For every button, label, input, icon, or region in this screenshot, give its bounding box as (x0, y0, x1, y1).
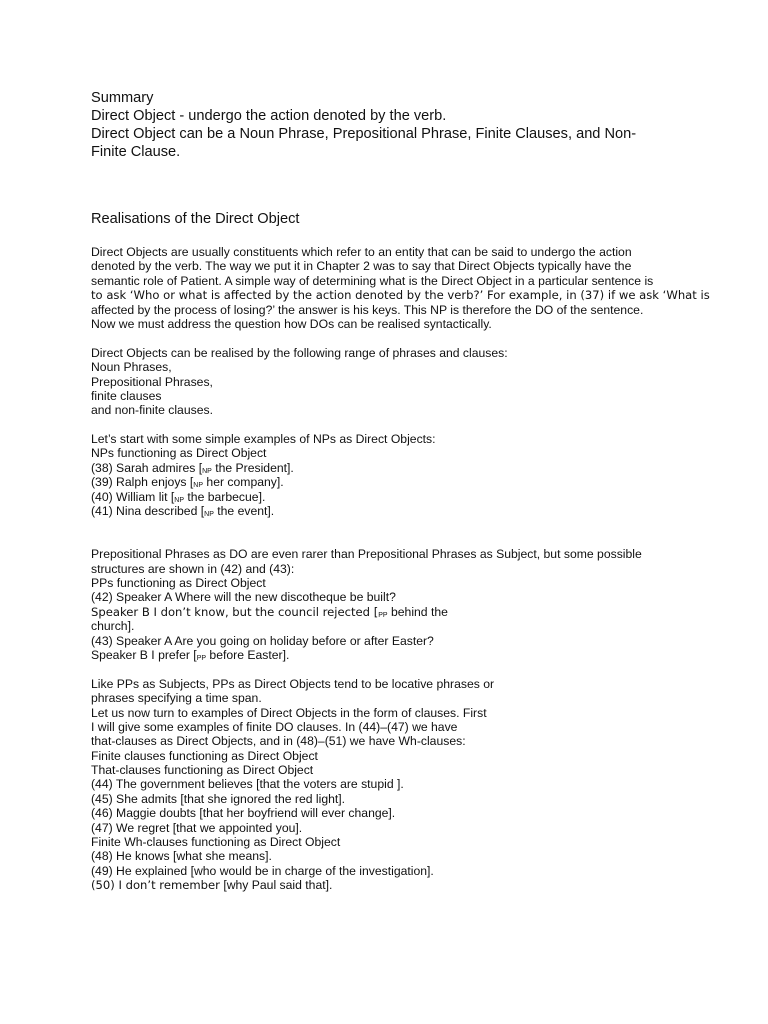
intro-line: affected by the process of losing?’ the answer is his keys. This NP is therefore the DO of the sentence. (91, 302, 644, 317)
summary-block (91, 89, 691, 161)
summary-line-3: Finite Clause. (91, 144, 181, 160)
example-50: (50) I don’t remember [why Paul said that]. (91, 878, 333, 893)
intro-line: Now we must address the question how DOs can be realised syntactically. (91, 316, 492, 331)
summary-line-2: Direct Object can be a Noun Phrase, Prepositional Phrase, Finite Clauses, and Non- (91, 126, 637, 142)
np-tag: NP (202, 467, 212, 475)
np-intro: Let’s start with some simple examples of NPs as Direct Objects: (91, 432, 436, 447)
example-44: (44) The government believes [that the voters are stupid ]. (91, 777, 404, 792)
np-tag: NP (204, 511, 214, 519)
summary-line-1: Direct Object - undergo the action denoted by the verb. (91, 108, 447, 124)
pp-heading: PPs functioning as Direct Object (91, 576, 266, 590)
clauses-line: Let us now turn to examples of Direct Objects in the form of clauses. First (91, 705, 487, 720)
example-43b: Speaker B I prefer [PP before Easter]. (91, 647, 290, 662)
example-42a: (42) Speaker A Where will the new discotheque be built? (91, 590, 396, 605)
clauses-line: Like PPs as Subjects, PPs as Direct Objects tend to be locative phrases or (91, 676, 495, 691)
example-40: (40) William lit [NP the barbecue]. (91, 489, 266, 504)
example-45: (45) She admits [that she ignored the red light]. (91, 791, 346, 806)
example-38: (38) Sarah admires [NP the President]. (91, 460, 294, 475)
pp-intro-line: Prepositional Phrases as DO are even rarer than Prepositional Phrases as Subject, but some possible (91, 547, 642, 562)
range-item: Noun Phrases, (91, 360, 172, 375)
np-tag: NP (174, 496, 185, 504)
example-49: (49) He explained [who would be in charge of the investigation]. (91, 863, 434, 878)
example-41: (41) Nina described [NP the event]. (91, 504, 275, 519)
pp-tag: PP (196, 654, 207, 662)
clauses-heading: Finite clauses functioning as Direct Object (91, 748, 318, 763)
clauses-line: phrases specifying a time span. (91, 691, 262, 706)
range-item: Prepositional Phrases, (91, 374, 213, 389)
body-text (91, 245, 710, 893)
pp-intro-line: structures are shown in (42) and (43): (91, 561, 295, 576)
example-47: (47) We regret [that we appointed you]. (91, 820, 303, 835)
clauses-line: I will give some examples of finite DO clauses. In (44)–(47) we have (91, 719, 458, 734)
range-line: Direct Objects can be realised by the following range of phrases and clauses: (91, 345, 508, 360)
range-item: finite clauses (91, 388, 162, 403)
clauses-subheading: That-clauses functioning as Direct Object (91, 763, 314, 778)
intro-line: denoted by the verb. The way we put it in Chapter 2 was to say that Direct Objects typically have the (91, 259, 632, 274)
pp-tag: PP (378, 611, 388, 619)
example-46: (46) Maggie doubts [that her boyfriend will ever change]. (91, 806, 396, 821)
example-39: (39) Ralph enjoys [NP her company]. (91, 475, 284, 490)
section-title: Realisations of the Direct Object (91, 211, 300, 227)
example-42b: Speaker B I don’t know, but the council rejected [PP behind the (91, 604, 448, 619)
range-item: and non-finite clauses. (91, 403, 213, 418)
clauses-line: that-clauses as Direct Objects, and in (48)–(51) we have Wh-clauses: (91, 734, 466, 749)
intro-line: semantic role of Patient. A simple way of determining what is the Direct Object in a particular sentence is (91, 273, 654, 288)
example-43a: (43) Speaker A Are you going on holiday before or after Easter? (91, 633, 434, 648)
wh-heading: Finite Wh-clauses functioning as Direct Object (91, 835, 341, 850)
np-tag: NP (193, 482, 204, 490)
intro-line: to ask ‘Who or what is affected by the action denoted by the verb?’ For example, in (37) if we ask ‘What is (91, 288, 710, 303)
intro-line: Direct Objects are usually constituents which refer to an entity that can be said to undergo the action (91, 245, 632, 259)
example-48: (48) He knows [what she means]. (91, 849, 272, 864)
summary-heading: Summary (91, 90, 154, 106)
np-heading: NPs functioning as Direct Object (91, 446, 267, 461)
example-42c: church]. (91, 619, 135, 634)
